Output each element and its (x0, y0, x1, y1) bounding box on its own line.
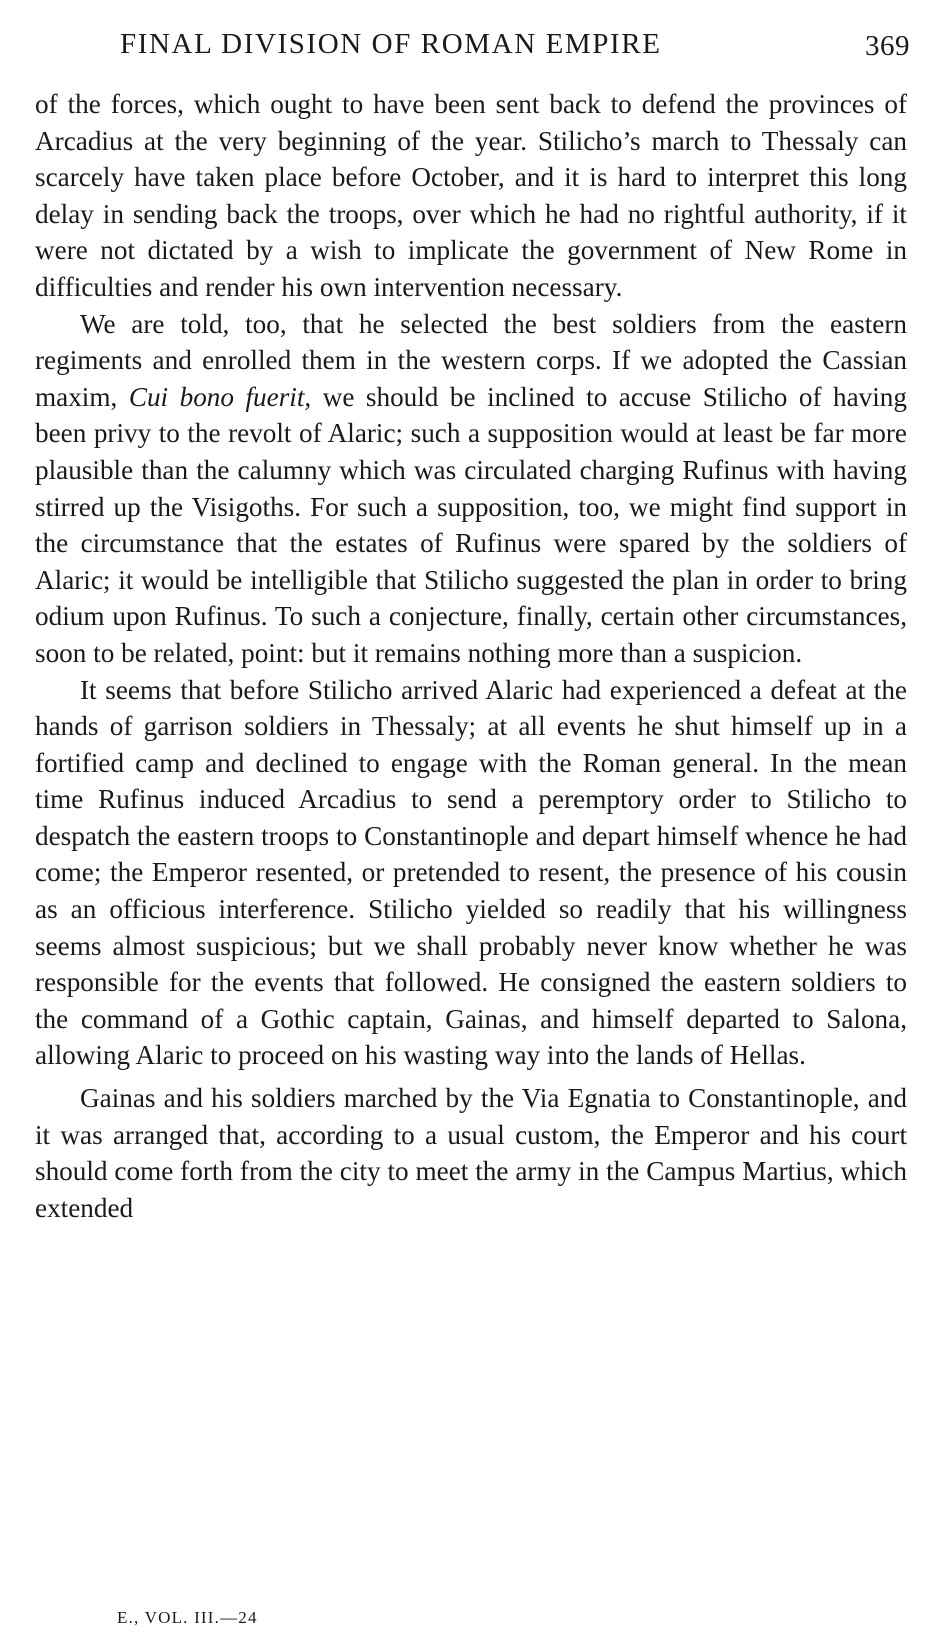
latin-maxim: Cui bono fuerit, (128, 381, 312, 412)
running-head (120, 28, 910, 68)
page-number: 369 (865, 30, 910, 62)
paragraph-2-text-start: We are told, too, that he selected the best soldiers from the eastern regiments and enrolled them in the western corps. If we adopted the Cassian maxim, (35, 308, 907, 412)
paragraph-4: Gainas and his soldiers marched by the Via Egnatia to Constantinople, and it was arranged that, according to a usual custom, the Emperor and his court should come forth from the city to meet the army in the Campus Martius, which extended (35, 1083, 907, 1223)
body-text (35, 86, 907, 1226)
paragraph-3: It seems that before Stilicho arrived Alaric had experienced a defeat at the hands of garrison soldiers in Thessaly; at all events he shut himself up in a fortified camp and declined to engage with the Roman general. In the mean time Rufinus induced Arcadius to send a peremptory order to Stilicho to despatch the eastern troops to Constantinople and depart himself whence he had come; the Emperor resented, or pretended to resent, the presence of his cousin as an officious interference. Stilicho yielded so readily that his willingness seems almost suspicious; but we shall probably never know whether he was responsible for the events that followed. He consigned the eastern soldiers to the command of a Gothic captain, Gainas, and himself departed to Salona, allowing Alaric to proceed on his wasting way into the lands of Hellas. (35, 674, 907, 1071)
page-title: FINAL DIVISION OF ROMAN EMPIRE (120, 28, 662, 60)
paragraph-1: of the forces, which ought to have been sent back to defend the provinces of Arcadius at the very beginning of the year. Stilicho’s march to Thessaly can scarcely have taken place before October, and it is hard to interpret this long delay in sending back the troops, over which he had no rightful authority, if it were not dictated by a wish to implicate the government of New Rome in difficulties and render his own intervention necessary. (35, 89, 907, 302)
paragraph-2-text-end: we should be inclined to accuse Stilicho of having been privy to the revolt of Alaric; such a supposition would at least be far more plausible than the calumny which was circulated charging Rufinus with having stirred up the Visigoths. For such a supposition, too, we might find support in the circumstance that the estates of Rufinus were spared by the soldiers of Alaric; it would be intelligible that Stilicho suggested the plan in order to bring odium upon Rufinus. To such a conjecture, finally, certain other circumstances, soon to be related, point: but it remains nothing more than a suspicion. (35, 381, 907, 668)
paragraph-2 (35, 306, 907, 672)
signature-mark: E., VOL. III.—24 (117, 1608, 258, 1627)
